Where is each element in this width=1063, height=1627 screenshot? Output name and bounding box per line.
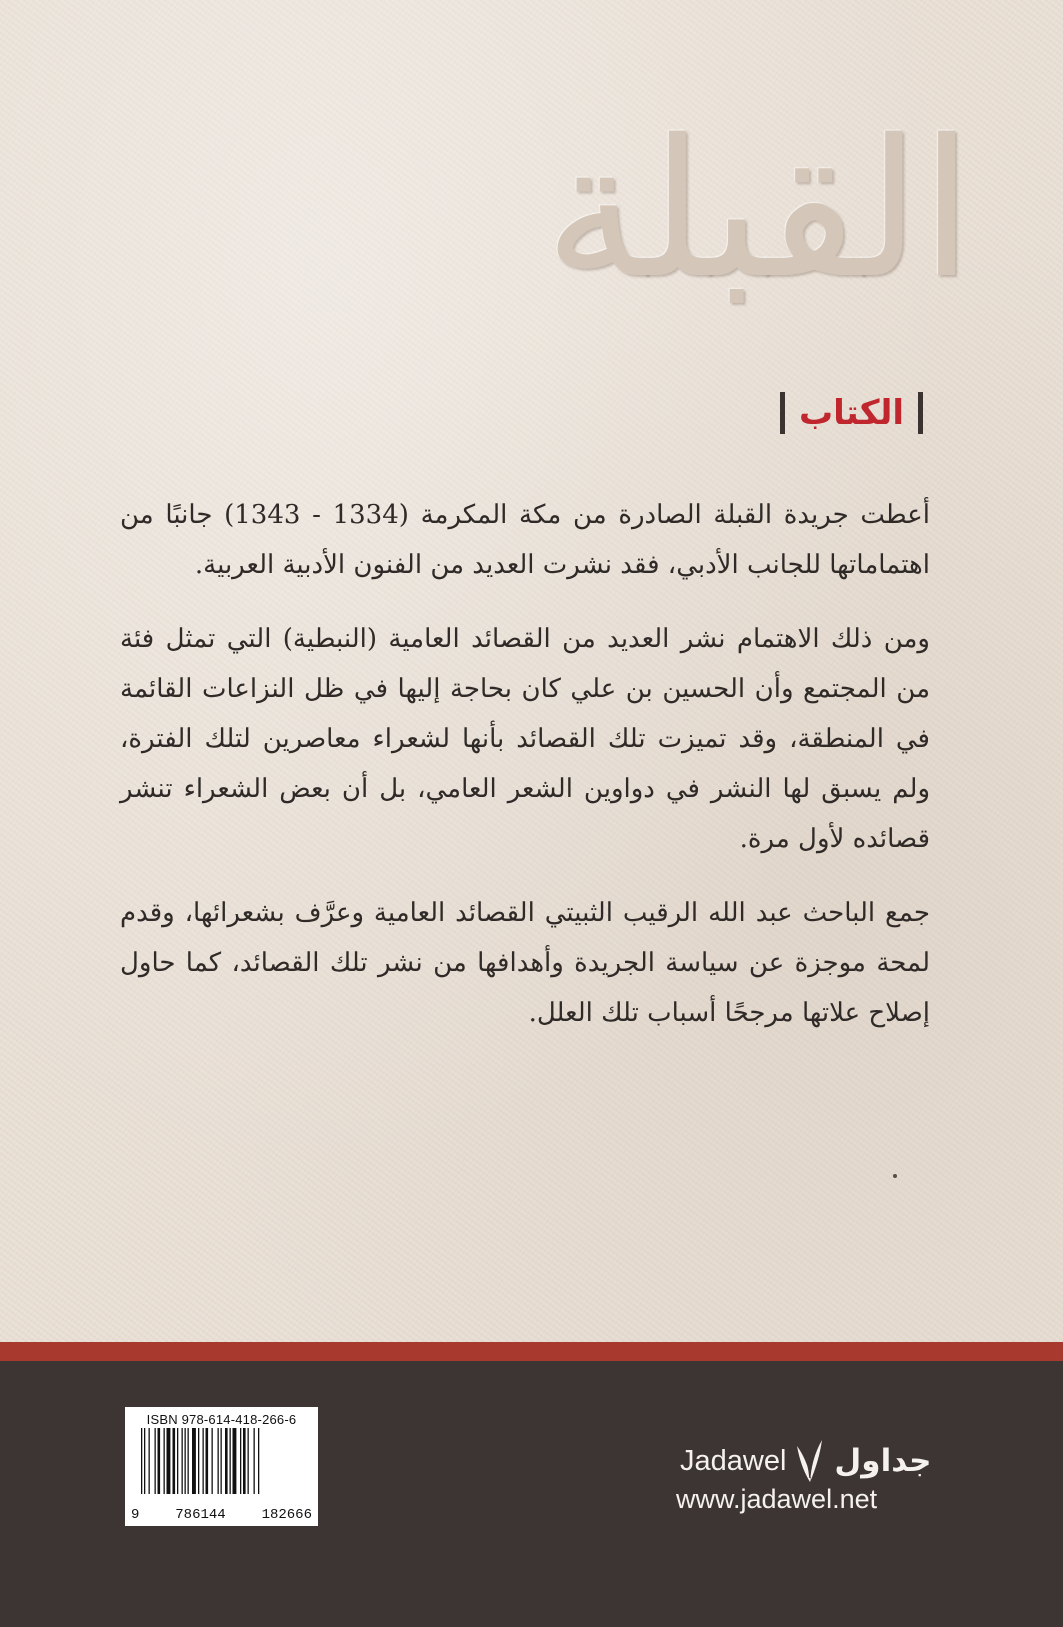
red-stripe: [0, 1342, 1063, 1361]
ean-digits: [131, 1507, 312, 1523]
blurb-paragraph-2: ومن ذلك الاهتمام نشر العديد من القصائد العامية (النبطية) التي تمثل فئة من المجتمع وأن الحسين بن علي كان بحاجة إليها في ظل النزاعات القائمة في المنطقة، وقد تميزت تلك القصائد بأنها لشعراء معاصرين لتلك الفترة، ولم يسبق لها النشر في دواوين الشعر العامي، بل أن بعض الشعراء تنشر قصائده لأول مرة.: [120, 624, 930, 854]
barcode-bar: [188, 1428, 189, 1494]
barcode-bar: [248, 1428, 249, 1494]
barcode-bars: [131, 1428, 312, 1508]
isbn-label: ISBN 978-614-418-266-6: [146, 1412, 297, 1427]
isbn-barcode: [125, 1407, 318, 1526]
publisher-logo: [680, 1436, 950, 1486]
blurb-paragraph-1: أعطت جريدة القبلة الصادرة من مكة المكرمة (1334 - 1343) جانبًا من اهتماماتها للجانب الأدبي، فقد نشرت العديد من الفنون الأدبية العربية.: [120, 500, 930, 580]
barcode-bar: [167, 1428, 171, 1494]
barcode-bar: [230, 1428, 231, 1494]
barcode-bar: [254, 1428, 255, 1494]
barcode-bar: [192, 1428, 196, 1494]
paper-speck: [893, 1174, 897, 1178]
barcode-bar: [225, 1428, 228, 1494]
barcode-bar: [164, 1428, 165, 1494]
barcode-bar: [212, 1428, 213, 1494]
barcode-bar: [233, 1428, 237, 1494]
barcode-bar: [198, 1428, 199, 1494]
barcode-bar: [149, 1428, 150, 1494]
barcode-bar: [182, 1428, 183, 1494]
ean-digit-left: 786144: [175, 1507, 226, 1523]
barcode-bar: [218, 1428, 219, 1494]
barcode-bar: [258, 1428, 259, 1494]
barcode-bar: [243, 1428, 246, 1494]
publisher-name-latin: Jadawel: [680, 1444, 787, 1477]
barcode-bar: [185, 1428, 186, 1494]
barcode-bar: [206, 1428, 209, 1494]
heading-bar-left: [780, 392, 785, 434]
barcode-bar: [141, 1428, 142, 1494]
book-title-watermark: القبلة: [544, 99, 973, 320]
barcode-bar: [177, 1428, 178, 1494]
blurb-text: [120, 490, 930, 1062]
barcode-bar: [158, 1428, 161, 1494]
publisher-name-arabic: جداول: [834, 1443, 932, 1479]
publisher-website: www.jadawel.net: [676, 1484, 878, 1514]
barcode-bar: [240, 1428, 241, 1494]
ean-digit-right: 182666: [261, 1507, 312, 1523]
barcode-bar: [173, 1428, 176, 1494]
jadawel-leaf-icon: [794, 1438, 826, 1484]
barcode-bar: [155, 1428, 156, 1494]
barcode-bar: [144, 1428, 145, 1494]
section-label: الكتاب: [798, 393, 904, 433]
section-heading: [623, 383, 923, 443]
barcode-bar: [203, 1428, 204, 1494]
heading-bar-right: [918, 392, 923, 434]
blurb-paragraph-3: جمع الباحث عبد الله الرقيب الثبيتي القصائد العامية وعرَّف بشعرائها، وقدم لمحة موجزة عن سياسة الجريدة وأهدافها من نشر تلك القصائد، كما حاول إصلاح علاتها مرجحًا أسباب تلك العلل.: [120, 898, 930, 1028]
barcode-bar: [221, 1428, 222, 1494]
ean-digit-lead: 9: [131, 1507, 140, 1523]
